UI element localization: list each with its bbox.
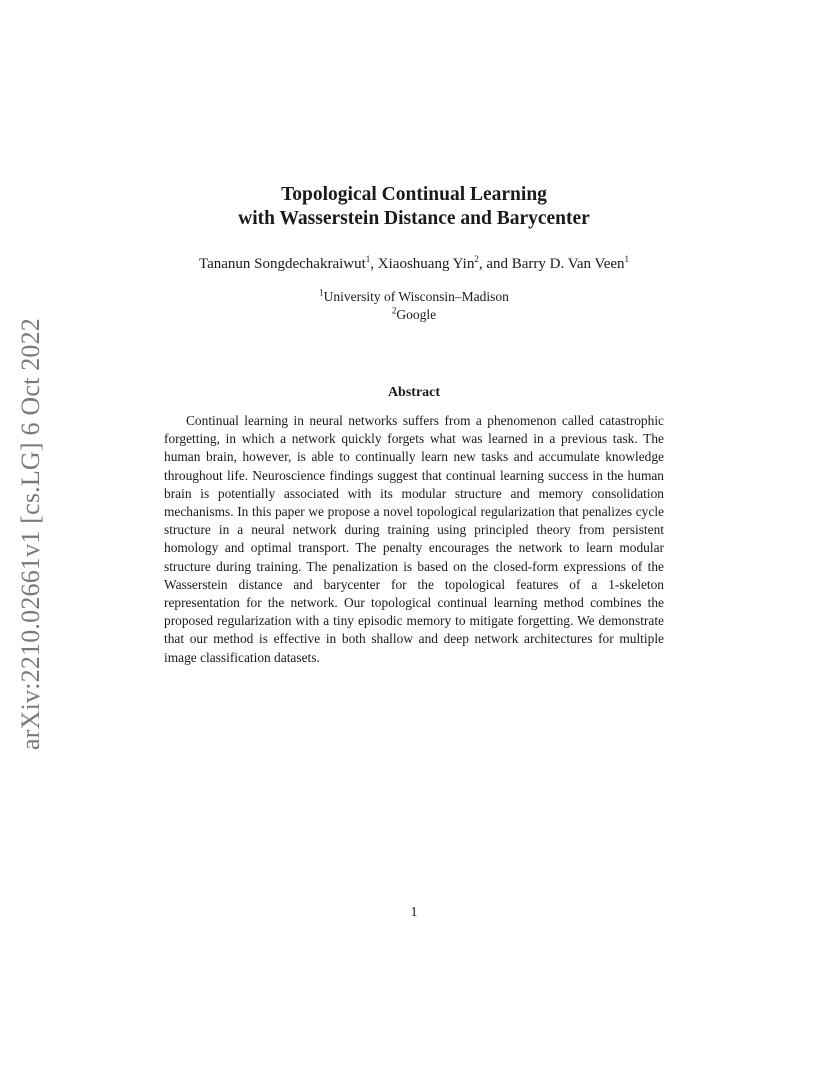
affiliation-number: 1 (319, 287, 324, 298)
author-separator: , (370, 256, 378, 272)
author-affiliation-mark: 1 (624, 254, 630, 264)
author-affiliation-mark: 2 (474, 254, 479, 264)
author-name: Barry D. Van Veen (511, 256, 625, 272)
author-list (0, 255, 828, 273)
author-separator: , and (478, 256, 512, 272)
affiliation-list (0, 288, 828, 324)
affiliation-name: Google (396, 307, 437, 322)
paper-title-line-1: Topological Continual Learning (281, 184, 547, 205)
author-affiliation-mark: 1 (365, 254, 371, 264)
abstract-body: Continual learning in neural networks suffers from a phenomenon called catastrophic forgetting, in which a network quickly forgets what was learned in a previous task. The human brain, however, is able to continually learn new tasks and accumulate knowledge throughout life. Neuroscience findings suggest that continual learning success in the human brain is potentially associated with its modular structure and memory consolidation mechanisms. In this paper we propose a novel topological regularization that penalizes cycle structure in a neural network during training using principled theory from persistent homology and optimal transport. The penalty encourages the network to learn modular structure during training. The penalization is based on the closed-form expressions of the Wasserstein distance and barycenter for the topological features of a 1-skeleton representation for the network. Our topological continual learning method combines the proposed regularization with a tiny episodic memory to mitigate forgetting. We demonstrate that our method is effective in both shallow and deep network architectures for multiple image classification datasets. (164, 413, 664, 665)
paper-title (0, 183, 828, 231)
abstract-heading: Abstract (387, 385, 441, 400)
affiliation-name: University of Wisconsin–Madison (323, 289, 509, 304)
arxiv-identifier-stamp: arXiv:2210.02661v1 [cs.LG] 6 Oct 2022 (16, 318, 45, 750)
affiliation-line (0, 306, 828, 324)
paper-title-line-2: with Wasserstein Distance and Barycenter (238, 208, 590, 229)
affiliation-number: 2 (391, 305, 397, 316)
author-name: Xiaoshuang Yin (377, 256, 475, 272)
affiliation-line (0, 288, 828, 306)
author-name: Tananun Songdechakraiwut (198, 256, 366, 272)
page-number: 1 (410, 905, 418, 920)
